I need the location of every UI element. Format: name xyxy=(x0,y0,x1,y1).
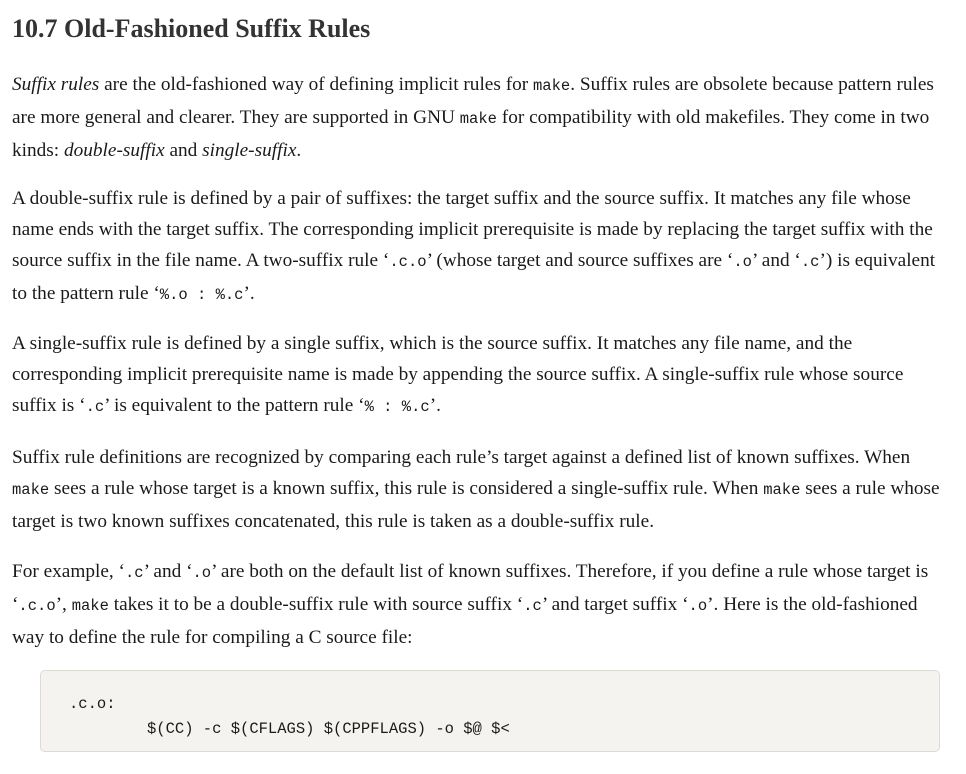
text: and xyxy=(164,140,203,161)
code-suffix: .c.o xyxy=(18,597,56,615)
text: ’ and target suffix ‘ xyxy=(541,594,689,615)
text: . Suffix rules are obsolete because pattern rules are more general and clearer. They are supported in GNU xyxy=(12,74,934,128)
text: are the old-fashioned way of defining implicit rules for xyxy=(99,74,533,95)
term-single-suffix: single-suffix xyxy=(202,140,297,161)
text: ’ and ‘ xyxy=(143,561,193,582)
text: Suffix rule definitions are recognized by comparing each rule’s target against a defined list of known suffixes. When xyxy=(12,447,911,468)
code-make: make xyxy=(459,110,497,128)
code-suffix: .o xyxy=(688,597,708,615)
paragraph-example xyxy=(12,556,942,653)
code-example-block xyxy=(40,670,940,752)
term-suffix-rules: Suffix rules xyxy=(12,74,100,95)
text: For example, ‘ xyxy=(12,561,125,582)
code-suffix: .c.o xyxy=(389,253,427,271)
section-heading: 10.7 Old-Fashioned Suffix Rules xyxy=(12,14,371,43)
text: ’ are both on the default list of known suffixes. Therefore, if you define a rule whose target is ‘ xyxy=(12,561,929,615)
text: ’, xyxy=(55,594,72,615)
code-make: make xyxy=(12,481,50,499)
code-suffix: .o xyxy=(192,564,212,582)
paragraph-single-suffix xyxy=(12,328,942,423)
text: ’. xyxy=(429,395,441,416)
paragraph-intro xyxy=(12,69,942,166)
code-make: make xyxy=(533,77,571,95)
code-pattern: %.o : %.c xyxy=(159,286,244,304)
code-suffix: .c xyxy=(124,564,144,582)
paragraph-double-suffix xyxy=(12,183,942,311)
text: ’. Here is the old-fashioned way to define the rule for compiling a C source file: xyxy=(12,594,918,648)
code-make: make xyxy=(71,597,109,615)
text: A double-suffix rule is defined by a pair of suffixes: the target suffix and the source suffix. It matches any file whose name ends with the target suffix. The corresponding implicit prerequisite is made by replacing the target suffix with the source suffix in the file name. A two-suffix rule ‘ xyxy=(12,188,933,271)
text: ’. xyxy=(243,283,255,304)
text: for compatibility with old makefiles. They come in two kinds: xyxy=(12,107,930,161)
code-suffix: .c xyxy=(523,597,542,615)
text: sees a rule whose target is two known suffixes concatenated, this rule is taken as a double-suffix rule. xyxy=(12,478,940,532)
code-suffix: .c xyxy=(800,253,820,271)
code-line-target: .c.o: xyxy=(69,695,116,713)
code-make: make xyxy=(763,481,801,499)
code-suffix: .o xyxy=(733,253,752,271)
term-double-suffix: double-suffix xyxy=(63,140,165,161)
code-suffix: .c xyxy=(85,398,105,416)
text: . xyxy=(296,140,302,161)
text: ’ and ‘ xyxy=(751,250,801,271)
text: ’ (whose target and source suffixes are ‘ xyxy=(426,250,734,271)
text: ’ is equivalent to the pattern rule ‘ xyxy=(104,395,365,416)
text: takes it to be a double-suffix rule with source suffix ‘ xyxy=(108,594,524,615)
paragraph-recognition xyxy=(12,442,942,537)
code-pattern: % : %.c xyxy=(364,398,430,416)
text: A single-suffix rule is defined by a single suffix, which is the source suffix. It matches any file name, and the corresponding implicit prerequisite name is made by appending the source suffix. A single-suffix rule whose source suffix is ‘ xyxy=(12,333,904,416)
text: ’) is equivalent to the pattern rule ‘ xyxy=(12,250,936,304)
text: sees a rule whose target is a known suffix, this rule is considered a single-suffix rule. When xyxy=(49,478,764,499)
code-line-recipe: $(CC) -c $(CFLAGS) $(CPPFLAGS) -o $@ $< xyxy=(147,720,510,738)
